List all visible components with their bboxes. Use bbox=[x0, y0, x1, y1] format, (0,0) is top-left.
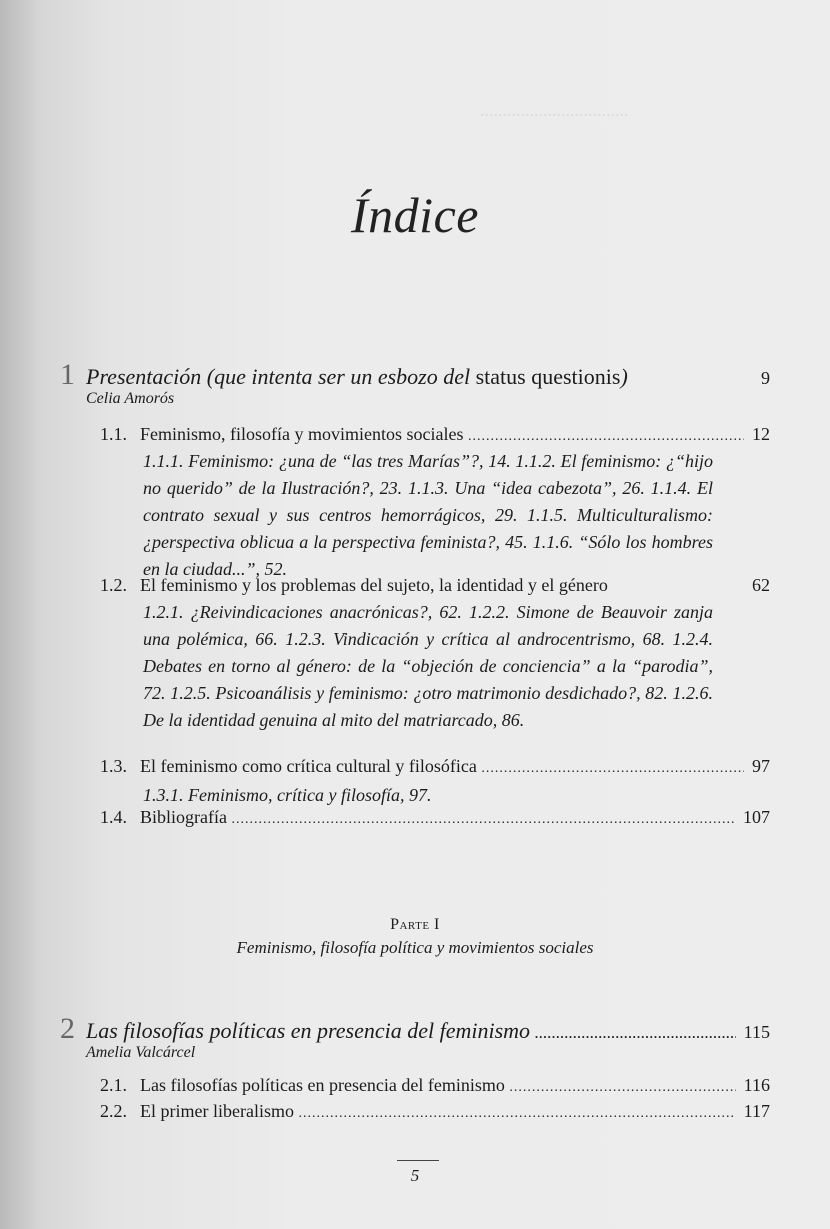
part-label: Parte I bbox=[390, 916, 440, 933]
section-page: 97 bbox=[752, 756, 770, 776]
section-number: 1.2. bbox=[100, 575, 127, 595]
chapter-title: Las filosofías políticas en presencia del feminismo ..... bbox=[86, 1018, 736, 1044]
folio-rule bbox=[397, 1160, 439, 1161]
chapter-page: 9 bbox=[761, 368, 770, 388]
chapter-author: Celia Amorós bbox=[86, 390, 175, 407]
subsection-list: 1.2.1. ¿Reivindicaciones anacrónicas?, 62. 1.2.2. Simone de Beauvoir zanja una polémica, 66. 1.2.3. Vindicación y crítica al androcentrismo, 68. 1.2.4. Debates en torno al género: de la “objeción de conciencia” a la “parodia”, 72. 1.2.5. Psicoanálisis y feminismo: ¿otro matrimonio desdichado?, 82. 1.2.6. De la identidad genuina al mito del matriarcado, 86. bbox=[143, 602, 713, 730]
toc-entry[interactable] bbox=[100, 575, 770, 596]
page-number: 5 bbox=[410, 1166, 420, 1185]
section-label: Bibliografía ..... bbox=[140, 807, 735, 828]
chapter-number: 1 bbox=[60, 358, 75, 391]
chapter-title: Presentación (que intenta ser un esbozo del status questionis) bbox=[86, 364, 628, 389]
section-number: 2.1. bbox=[100, 1075, 127, 1095]
subsection-list: 1.3.1. Feminismo, crítica y filosofía, 97. bbox=[143, 785, 432, 805]
section-page: 62 bbox=[752, 575, 770, 595]
page-title: Índice bbox=[351, 187, 479, 243]
section-label: El primer liberalismo ..... bbox=[140, 1101, 736, 1122]
section-label: El feminismo y los problemas del sujeto, la identidad y el género bbox=[140, 575, 608, 595]
chapter-author: Amelia Valcárcel bbox=[86, 1044, 196, 1061]
toc-entry[interactable] bbox=[100, 424, 770, 445]
toc-entry[interactable] bbox=[100, 1101, 770, 1122]
chapter-page: 115 bbox=[743, 1022, 770, 1042]
toc-entry[interactable] bbox=[100, 1075, 770, 1096]
section-number: 1.1. bbox=[100, 424, 127, 444]
chapter-number: 2 bbox=[60, 1012, 75, 1045]
show-through: ................................. bbox=[480, 100, 629, 120]
toc-entry[interactable] bbox=[100, 756, 770, 777]
toc-entry[interactable] bbox=[100, 807, 770, 828]
section-label: Las filosofías políticas en presencia del feminismo ..... bbox=[140, 1075, 736, 1096]
section-number: 1.3. bbox=[100, 756, 127, 776]
section-number: 2.2. bbox=[100, 1101, 127, 1121]
part-title: Feminismo, filosofía política y movimientos sociales bbox=[236, 938, 594, 957]
section-page: 107 bbox=[743, 807, 770, 827]
chapter-1-heading bbox=[60, 358, 770, 392]
section-label: Feminismo, filosofía y movimientos sociales ..... bbox=[140, 424, 744, 445]
section-label: El feminismo como crítica cultural y filosófica ..... bbox=[140, 756, 744, 777]
section-page: 117 bbox=[743, 1101, 770, 1121]
subsection-list: 1.1.1. Feminismo: ¿una de “las tres Marías”?, 14. 1.1.2. El feminismo: ¿“hijo no querido” de la Ilustración?, 23. 1.1.3. Una “idea cabezota”, 26. 1.1.4. El contrato sexual y sus centros hemorrágicos, 29. 1.1.5. Multiculturalismo: ¿perspectiva oblicua a la perspectiva feminista?, 45. 1.1.6. “Sólo los hombres en la ciudad...”, 52. bbox=[143, 451, 713, 579]
section-page: 12 bbox=[752, 424, 770, 444]
section-number: 1.4. bbox=[100, 807, 127, 827]
chapter-2-heading bbox=[60, 1012, 770, 1046]
section-page: 116 bbox=[743, 1075, 770, 1095]
